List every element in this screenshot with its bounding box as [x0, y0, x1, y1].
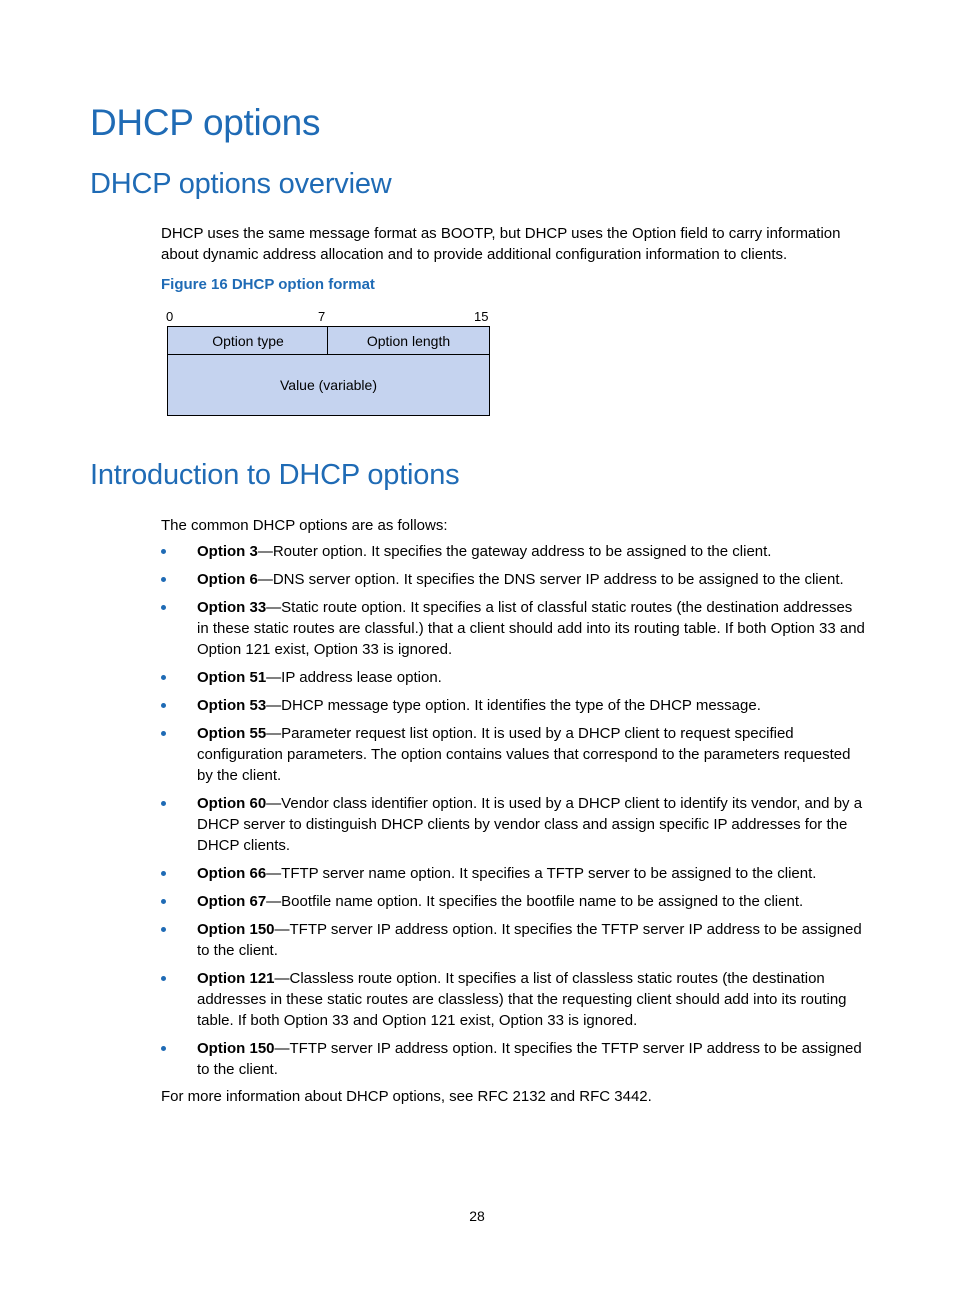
- option-name: Option 121: [197, 970, 275, 987]
- option-desc: —IP address lease option.: [266, 669, 442, 686]
- bullet-icon: [161, 871, 166, 876]
- section-heading-overview: DHCP options overview: [90, 168, 392, 200]
- field-option-type: Option type: [167, 326, 329, 356]
- figure-caption: Figure 16 DHCP option format: [161, 276, 375, 293]
- list-item: [161, 919, 865, 961]
- option-name: Option 53: [197, 697, 267, 714]
- bullet-icon: [161, 549, 166, 554]
- option-desc: —Vendor class identifier option. It is used by a DHCP client to identify its vendor, and by a DHCP server to distinguish DHCP clients by vendor class and assign specific IP addresses for the DHCP clients.: [197, 795, 863, 854]
- option-name: Option 51: [197, 669, 267, 686]
- list-item: [161, 891, 865, 912]
- bullet-icon: [161, 675, 166, 680]
- option-name: Option 55: [197, 725, 267, 742]
- option-name: Option 33: [197, 599, 267, 616]
- bullet-icon: [161, 976, 166, 981]
- field-option-length: Option length: [327, 326, 490, 356]
- list-item: [161, 1038, 865, 1080]
- option-desc: —Classless route option. It specifies a list of classless static routes (the destination addresses in these static routes are classless) that the requesting client should add into its routing table. If both Option 33 and Option 121 exist, Option 33 is ignored.: [197, 970, 847, 1029]
- bit-label-7: 7: [318, 309, 326, 324]
- list-item: [161, 793, 865, 856]
- option-desc: —Bootfile name option. It specifies the bootfile name to be assigned to the client.: [266, 893, 804, 910]
- bullet-icon: [161, 801, 166, 806]
- list-item: [161, 541, 865, 562]
- option-desc: —DNS server option. It specifies the DNS server IP address to be assigned to the client.: [257, 571, 844, 588]
- bullet-icon: [161, 731, 166, 736]
- option-desc: —Router option. It specifies the gateway address to be assigned to the client.: [257, 543, 772, 560]
- options-list: [161, 541, 865, 1087]
- list-item: [161, 597, 865, 660]
- list-item: [161, 569, 865, 590]
- page-title: DHCP options: [90, 102, 321, 143]
- option-name: Option 150: [197, 1040, 275, 1057]
- option-desc: —TFTP server name option. It specifies a TFTP server to be assigned to the client.: [266, 865, 817, 882]
- option-name: Option 3: [197, 543, 258, 560]
- option-name: Option 67: [197, 893, 267, 910]
- option-desc: —TFTP server IP address option. It specifies the TFTP server IP address to be assigned to the client.: [197, 1040, 862, 1078]
- option-desc: —Parameter request list option. It is used by a DHCP client to request specified configuration parameters. The option contains values that correspond to the parameters requested by the client.: [197, 725, 851, 784]
- bit-label-0: 0: [166, 309, 174, 324]
- option-name: Option 60: [197, 795, 267, 812]
- list-item: [161, 695, 865, 716]
- list-item: [161, 968, 865, 1031]
- bullet-icon: [161, 899, 166, 904]
- bullet-icon: [161, 703, 166, 708]
- bullet-icon: [161, 1046, 166, 1051]
- section-heading-introduction: Introduction to DHCP options: [90, 459, 460, 491]
- bullet-icon: [161, 577, 166, 582]
- intro-paragraph: The common DHCP options are as follows:: [161, 517, 448, 534]
- option-desc: —Static route option. It specifies a list of classful static routes (the destination addresses in these static routes are classful.) that a client should add into its routing table. If both Option 33 and Option 121 exist, Option 33 is ignored.: [197, 599, 865, 658]
- field-value: Value (variable): [167, 354, 490, 416]
- option-format-diagram: [161, 306, 501, 421]
- list-item: [161, 723, 865, 786]
- option-name: Option 6: [197, 571, 258, 588]
- footer-paragraph: For more information about DHCP options, see RFC 2132 and RFC 3442.: [161, 1088, 652, 1105]
- list-item: [161, 863, 865, 884]
- option-name: Option 66: [197, 865, 267, 882]
- page-number: 28: [469, 1208, 485, 1224]
- bullet-icon: [161, 927, 166, 932]
- option-name: Option 150: [197, 921, 275, 938]
- overview-paragraph: DHCP uses the same message format as BOOTP, but DHCP uses the Option field to carry information about dynamic address allocation and to provide additional configuration information to clients.: [161, 225, 841, 263]
- bullet-icon: [161, 605, 166, 610]
- option-desc: —DHCP message type option. It identifies the type of the DHCP message.: [266, 697, 761, 714]
- list-item: [161, 667, 865, 688]
- option-desc: —TFTP server IP address option. It specifies the TFTP server IP address to be assigned to the client.: [197, 921, 862, 959]
- bit-label-15: 15: [474, 309, 489, 324]
